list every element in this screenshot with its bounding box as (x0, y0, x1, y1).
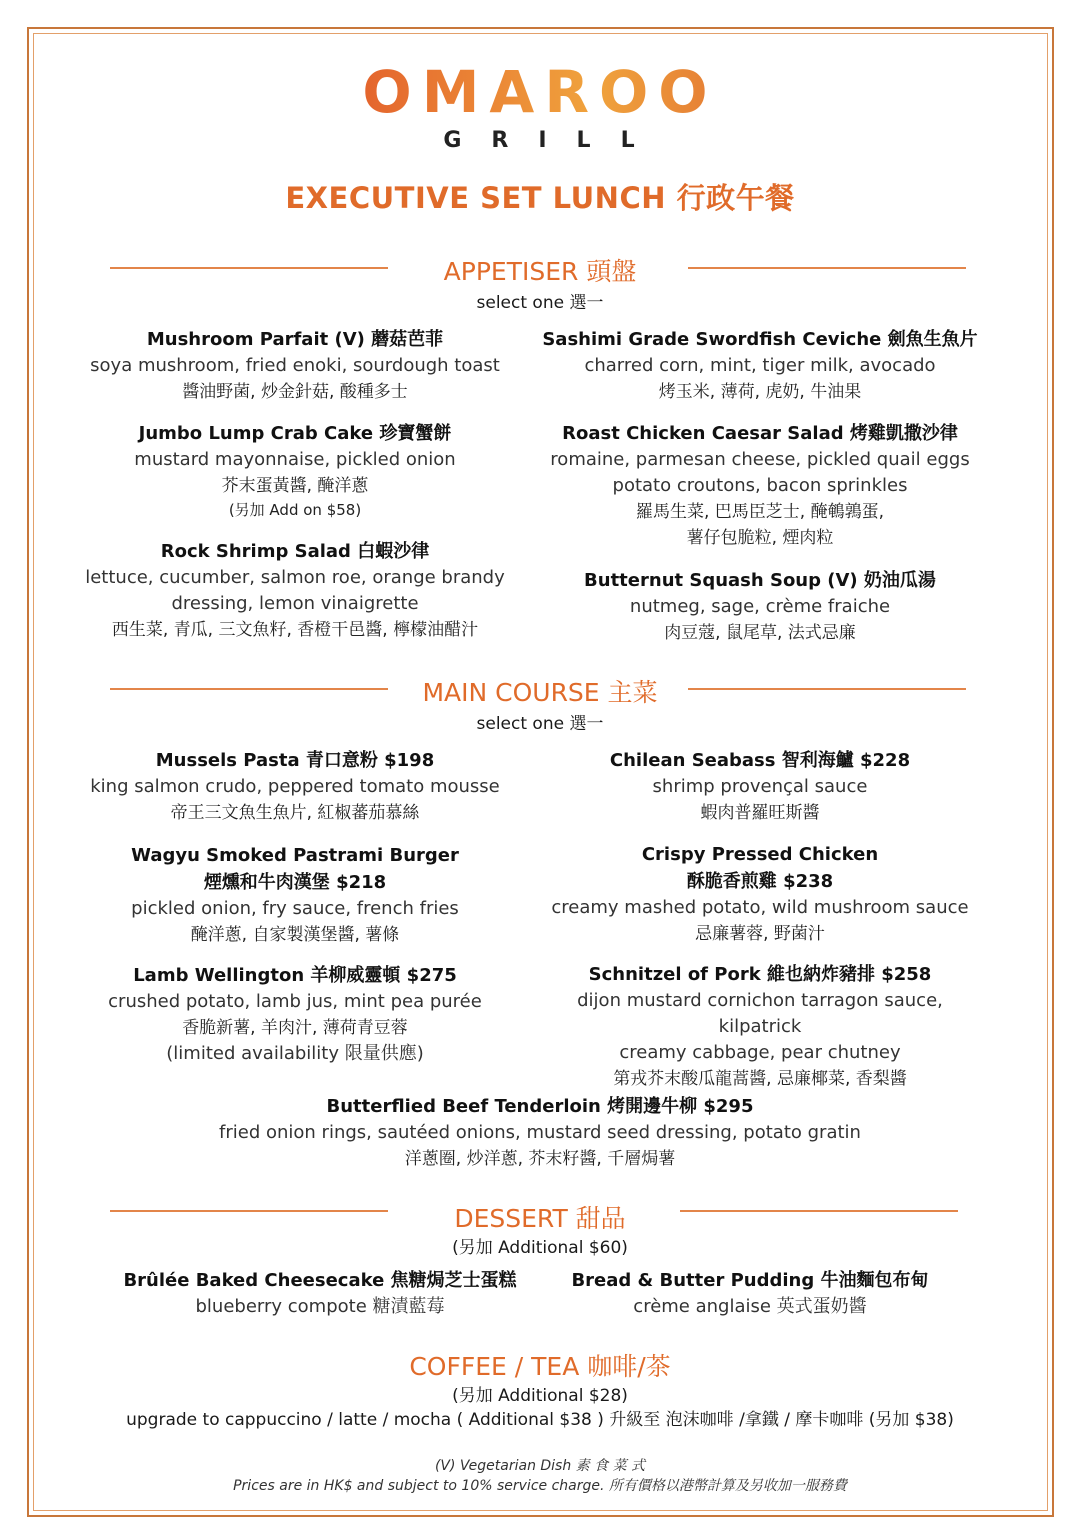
item-desc: charred corn, mint, tiger milk, avocado (584, 355, 936, 376)
item-desc: creamy cabbage, pear chutney (619, 1042, 901, 1063)
item-desc: crushed potato, lamb jus, mint pea purée (108, 991, 482, 1012)
item-name-zh: 酥脆香煎雞 $238 (686, 871, 834, 892)
menu-item (75, 420, 515, 521)
item-name: Bread & Butter Pudding 牛油麵包布甸 (571, 1270, 929, 1291)
menu-item (535, 841, 985, 947)
menu-item (75, 842, 515, 948)
section-heading-main: MAIN COURSE 主菜 (422, 678, 658, 707)
item-extra: (另加 Add on $58) (228, 501, 362, 519)
section-heading-coffee: COFFEE / TEA 咖啡/茶 (409, 1352, 671, 1381)
item-desc: lettuce, cucumber, salmon roe, orange brandy (85, 567, 505, 588)
section-note: (另加 Additional $60) (452, 1238, 628, 1258)
item-name: Rock Shrimp Salad 白蝦沙律 (160, 541, 430, 562)
item-name: Mussels Pasta 青口意粉 $198 (155, 750, 435, 771)
vegetarian-note: (V) Vegetarian Dish 素 食 菜 式 (434, 1458, 646, 1474)
item-desc-zh: 烤玉米, 薄荷, 虎奶, 牛油果 (658, 382, 862, 402)
menu-item (75, 962, 515, 1067)
item-desc: soya mushroom, fried enoki, sourdough toast (90, 355, 500, 376)
item-desc-zh: 芥末蛋黃醬, 醃洋蔥 (221, 476, 369, 496)
brand-sub: GRILL (443, 128, 665, 153)
item-desc: dijon mustard cornichon tarragon sauce, kilpatrick (577, 990, 943, 1037)
item-desc: fried onion rings, sautéed onions, mustard seed dressing, potato gratin (219, 1122, 861, 1143)
item-desc: creamy mashed potato, wild mushroom sauce (551, 897, 969, 918)
item-desc-zh: 西生菜, 青瓜, 三文魚籽, 香橙干邑醬, 檸檬油醋汁 (111, 620, 479, 640)
coffee-upgrade: upgrade to cappuccino / latte / mocha ( Additional $38 ) 升級至 泡沫咖啡 /拿鐵 / 摩卡咖啡 (另加 $38) (126, 1410, 954, 1430)
item-desc: mustard mayonnaise, pickled onion (134, 449, 456, 470)
section-heading-appetiser: APPETISER 頭盤 (443, 257, 637, 286)
item-desc-zh: 醃洋蔥, 自家製漢堡醬, 薯條 (190, 925, 400, 945)
item-desc-zh: 帝王三文魚生魚片, 紅椒蕃茄慕絲 (170, 803, 420, 823)
menu-item (535, 961, 985, 1092)
menu-item (75, 747, 515, 826)
item-name: Butterflied Beef Tenderloin 烤開邊牛柳 $295 (326, 1096, 754, 1117)
item-desc-zh: 羅馬生菜, 巴馬臣芝士, 醃鵪鶉蛋, (635, 502, 885, 522)
item-desc-zh: 蝦肉普羅旺斯醬 (700, 803, 820, 823)
item-desc-zh: 第戎芥末酸瓜龍蒿醬, 忌廉椰菜, 香梨醬 (613, 1069, 907, 1089)
menu-item (100, 1267, 540, 1320)
item-desc: romaine, parmesan cheese, pickled quail eggs (550, 449, 970, 470)
item-desc-zh: 醬油野菌, 炒金針菇, 酸種多士 (182, 382, 408, 402)
menu-title: EXECUTIVE SET LUNCH 行政午餐 (285, 181, 795, 215)
item-desc-zh: 薯仔包脆粒, 煙肉粒 (686, 528, 834, 548)
menu-item (75, 326, 515, 405)
menu-item (535, 326, 985, 405)
item-desc: nutmeg, sage, crème fraiche (629, 596, 891, 617)
item-desc: dressing, lemon vinaigrette (171, 593, 419, 614)
section-note: select one 選一 (476, 293, 604, 313)
section-note: (另加 Additional $28) (452, 1386, 628, 1406)
item-name: Mushroom Parfait (V) 蘑菇芭菲 (146, 329, 444, 350)
item-desc: crème anglaise 英式蛋奶醬 (633, 1296, 867, 1317)
item-desc-zh: 肉豆蔻, 鼠尾草, 法式忌廉 (664, 623, 856, 643)
item-desc: king salmon crudo, peppered tomato mousse (90, 776, 500, 797)
item-desc: shrimp provençal sauce (652, 776, 868, 797)
menu-item (530, 1267, 970, 1320)
item-desc: pickled onion, fry sauce, french fries (131, 898, 459, 919)
menu-item (535, 567, 985, 646)
item-name: Jumbo Lump Crab Cake 珍寶蟹餅 (138, 423, 452, 444)
item-name: Chilean Seabass 智利海鱸 $228 (609, 750, 911, 771)
item-name: Butternut Squash Soup (V) 奶油瓜湯 (584, 570, 936, 591)
item-name: Lamb Wellington 羊柳威靈頓 $275 (133, 965, 457, 986)
item-desc: blueberry compote 糖漬藍莓 (195, 1296, 445, 1317)
item-desc-zh: 香脆新薯, 羊肉汁, 薄荷青豆蓉 (182, 1018, 408, 1038)
item-name: Wagyu Smoked Pastrami Burger (131, 845, 459, 866)
item-desc-zh: 忌廉薯蓉, 野菌汁 (695, 924, 825, 944)
item-name: Roast Chicken Caesar Salad 烤雞凱撒沙律 (562, 423, 958, 444)
item-desc: potato croutons, bacon sprinkles (612, 475, 908, 496)
price-note: Prices are in HK$ and subject to 10% service charge. 所有價格以港幣計算及另收加一服務費 (233, 1478, 847, 1494)
section-heading-dessert: DESSERT 甜品 (454, 1204, 626, 1233)
item-name: Brûlée Baked Cheesecake 焦糖焗芝士蛋糕 (123, 1270, 517, 1291)
menu-item (60, 1093, 1020, 1172)
item-name: Crispy Pressed Chicken (641, 844, 879, 865)
section-note: select one 選一 (476, 714, 604, 734)
item-extra: (limited availability 限量供應) (166, 1043, 424, 1064)
item-desc-zh: 洋蔥圈, 炒洋蔥, 芥末籽醬, 千層焗薯 (404, 1149, 676, 1169)
menu-item (75, 538, 515, 643)
menu-item (535, 747, 985, 826)
brand-logo: OMAROO (0, 58, 1080, 126)
menu-item (535, 420, 985, 551)
item-name: Schnitzel of Pork 維也納炸豬排 $258 (588, 964, 932, 985)
item-name: Sashimi Grade Swordfish Ceviche 劍魚生魚片 (542, 329, 978, 350)
item-name-zh: 煙燻和牛肉漢堡 $218 (203, 872, 387, 893)
